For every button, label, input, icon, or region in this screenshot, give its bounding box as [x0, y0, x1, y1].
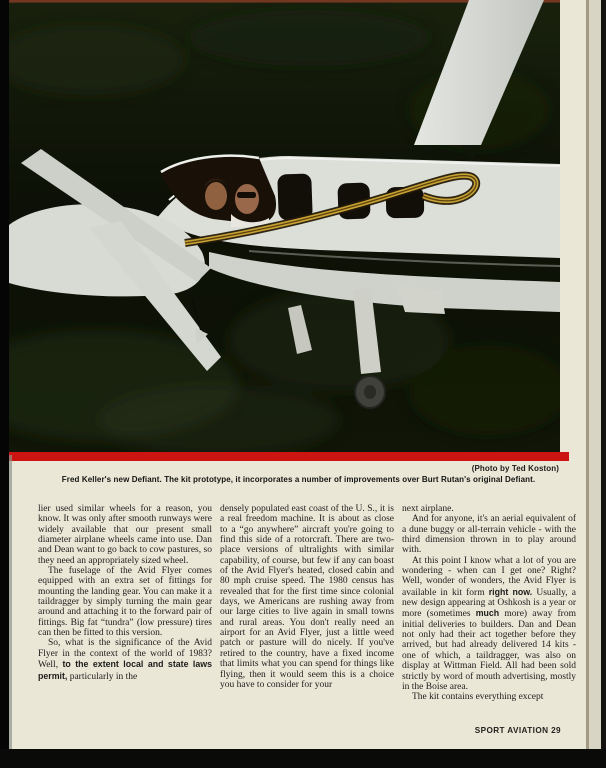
aircraft-photo: [9, 0, 560, 452]
article-column-3: [402, 504, 576, 703]
pilot-face: [205, 182, 227, 210]
article-column-2: [220, 504, 394, 703]
article-columns: [38, 504, 576, 703]
body-text: The fuselage of the Avid Flyer comes equipped with an extra set of fittings for mounting the landing gear. You can make it a taildragger by simply turning the main gear around and attaching it to the forward pair of fittings. Big fat “tundra” (low pressure) tires can then be fitted to this version.: [38, 566, 212, 639]
body-text: And for anyone, it's an aerial equivalent of a dune buggy or all-terrain vehicle - with the third dimension thrown in to play around with.: [402, 514, 576, 556]
scan-right-shadow: [601, 0, 606, 768]
body-text: next airplane.: [402, 504, 454, 514]
emphasis-text: to the extent local and state laws permit,: [38, 659, 212, 681]
photo-caption: Fred Keller's new Defiant. The kit prototype, it incorporates a number of improvements over Burt Rutan's original Defiant.: [61, 475, 536, 484]
body-text: At this point I know what a lot of you are wondering - when can I get one? Right? Well, wonder of wonders, the Avid Flyer is available in kit form: [402, 555, 576, 598]
cabin-window-1: [277, 173, 313, 220]
copilot-face: [235, 184, 259, 214]
copilot-sunglasses: [237, 192, 256, 198]
gear-wheel-hub: [364, 385, 376, 399]
emphasis-text: right now.: [488, 586, 533, 597]
body-text: The kit contains everything except: [412, 692, 544, 703]
next-page-edge: [589, 0, 601, 750]
body-text: more) away from initial deliveries to builders. Dan and Dean not only had their act together before they arrived, but had already delivered 14 kits - one of which, a taildragger, was also on display at Wittman Field. All had been sold strictly by word of mouth advertising, mostly in the Boise area.: [402, 609, 576, 692]
body-text: densely populated east coast of the U. S., it is a real freedom machine. It is about as close to a “go anywhere” aircraft you're going to find this side of a rotorcraft. There are two-place versions of ultralights with similar capability, of course, but few if any can boast of the Avid Flyer's heated, closed cabin and 80 mph cruise speed. The 1980 census has revealed that for the first time since colonial days, we Americans are rushing away from our large cities to live again in small towns and rural areas. You don't really need an airport for an Avid Flyer, just a little weed patch or pasture will do nicely. If you've retired to the country, have a fixed income that limits what you can spend for things like flying, then it would seem this is a choice you have to consider for your: [220, 504, 394, 690]
emphasis-text: much: [475, 608, 500, 619]
body-text: Usually, a new design appearing at Oshkosh is a year or more (sometimes: [402, 587, 577, 620]
photo-credit: (Photo by Ted Koston): [471, 464, 559, 473]
body-text: particularly in the: [67, 671, 138, 682]
red-divider-bar: [9, 452, 569, 461]
page-left-edge-highlight: [9, 455, 12, 750]
article-column-1: [38, 504, 212, 703]
paper-page: [9, 0, 586, 750]
body-text: So, what is the significance of the Avid Flyer in the context of the world of 1983? Well,: [38, 638, 212, 671]
scan-bottom-shadow: [0, 749, 606, 768]
page-footer-folio: SPORT AVIATION 29: [474, 726, 561, 735]
aircraft-photo-art: [9, 0, 560, 452]
body-text: lier used similar wheels for a reason, you know. It was only after smooth runways were widely available that our present small diameter airplane wheels came into use. Dan and Dean want to go back to cow pastures, so they need an appropriately sized wheel.: [38, 504, 212, 566]
